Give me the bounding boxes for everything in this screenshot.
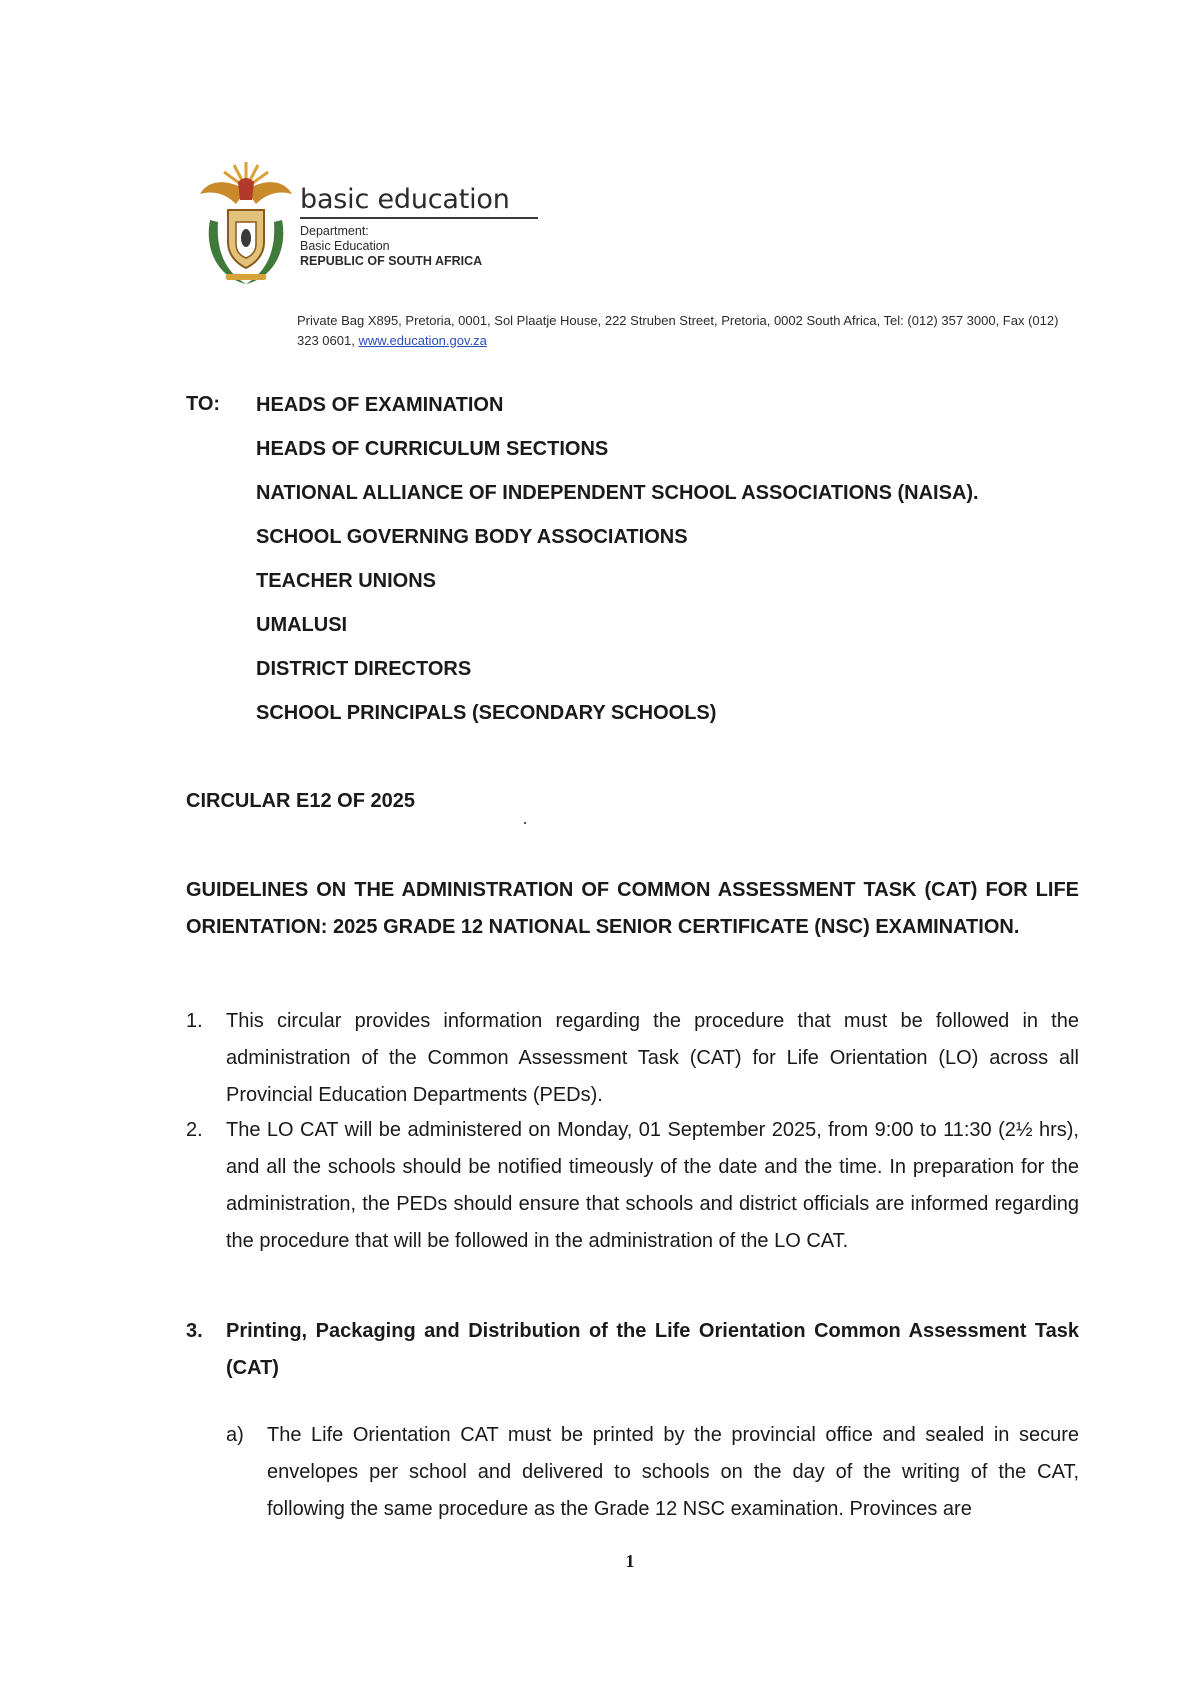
- recipient-item: UMALUSI: [256, 614, 348, 636]
- scan-speck: [524, 822, 526, 824]
- recipient-list: [256, 393, 979, 745]
- postal-address: Private Bag X895, Pretoria, 0001, Sol Plaatje House, 222 Struben Street, Pretoria, 0002 South Africa, Tel: (012) 357 3000, Fax (012) 323 0601,: [297, 313, 1059, 348]
- recipient-item: SCHOOL PRINCIPALS (SECONDARY SCHOOLS): [256, 702, 717, 724]
- recipient-item: NATIONAL ALLIANCE OF INDEPENDENT SCHOOL ASSOCIATIONS (NAISA).: [256, 482, 979, 504]
- department-name: Basic Education: [300, 239, 390, 253]
- numbered-paragraph: [186, 1112, 1079, 1260]
- recipient-item: DISTRICT DIRECTORS: [256, 658, 472, 680]
- recipient-item: HEADS OF EXAMINATION: [256, 394, 504, 416]
- country-line: REPUBLIC OF SOUTH AFRICA: [300, 254, 483, 268]
- sub-paragraph: [226, 1417, 1079, 1528]
- recipient-item: TEACHER UNIONS: [256, 570, 437, 592]
- department-lines: [300, 224, 538, 269]
- department-line: Department:: [300, 224, 369, 238]
- brand-name: basic education: [300, 184, 538, 219]
- recipient-item: SCHOOL GOVERNING BODY ASSOCIATIONS: [256, 526, 688, 548]
- paragraph-text: This circular provides information regarding the procedure that must be followed in the administration of the Common Assessment Task (CAT) for Life Orientation (LO) across all Provincial Education Departments (PEDs).: [226, 1010, 1079, 1106]
- paragraph-number: 3.: [186, 1320, 203, 1342]
- document-heading: GUIDELINES ON THE ADMINISTRATION OF COMMON ASSESSMENT TASK (CAT) FOR LIFE ORIENTATION: 2025 GRADE 12 NATIONAL SENIOR CERTIFICATE (NSC) EXAMINATION.: [186, 879, 1079, 938]
- page-number: 1: [625, 1551, 635, 1571]
- circular-number: CIRCULAR E12 OF 2025: [186, 790, 415, 812]
- address-block: [297, 311, 1077, 351]
- letterhead-brand: [300, 184, 538, 269]
- section-heading-text: Printing, Packaging and Distribution of the Life Orientation Common Assessment Task (CAT): [226, 1320, 1079, 1379]
- sub-paragraph-label: a): [226, 1424, 244, 1446]
- to-label: TO:: [186, 393, 221, 415]
- paragraph-number: 2.: [186, 1119, 203, 1141]
- coat-of-arms-logo: [196, 160, 296, 288]
- website-link[interactable]: www.education.gov.za: [358, 333, 487, 348]
- paragraph-text: The LO CAT will be administered on Monday, 01 September 2025, from 9:00 to 11:30 (2½ hrs), and all the schools should be notified timeously of the date and the time. In preparation for the administration, the PEDs should ensure that schools and district officials are informed regarding the procedure that will be followed in the administration of the LO CAT.: [226, 1119, 1079, 1252]
- paragraph-number: 1.: [186, 1010, 203, 1032]
- sub-paragraph-text: The Life Orientation CAT must be printed by the provincial office and sealed in secure envelopes per school and delivered to schools on the day of the writing of the CAT, following the same procedure as the Grade 12 NSC examination. Provinces are: [267, 1424, 1079, 1520]
- section-heading: [186, 1313, 1079, 1387]
- numbered-paragraph: [186, 1003, 1079, 1114]
- recipient-item: HEADS OF CURRICULUM SECTIONS: [256, 438, 609, 460]
